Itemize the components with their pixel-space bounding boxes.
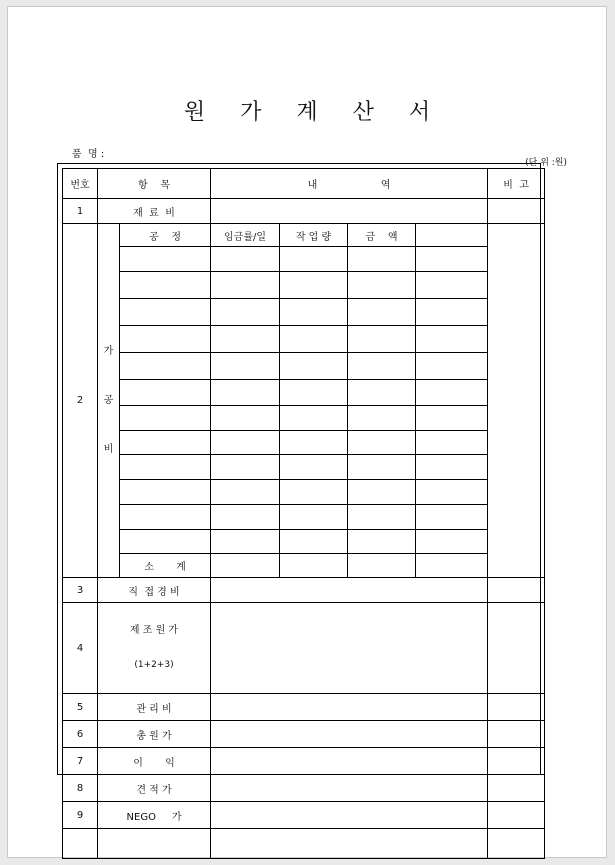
wage-cell[interactable] — [211, 480, 280, 505]
workload-cell[interactable] — [280, 431, 348, 455]
detail-cell[interactable] — [211, 802, 488, 829]
col-wage: 임금률/일 — [211, 224, 280, 247]
process-row — [63, 505, 545, 530]
process-cell[interactable] — [120, 299, 211, 326]
process-cell[interactable] — [120, 480, 211, 505]
amount-cell[interactable] — [348, 272, 416, 299]
header-no: 번호 — [63, 169, 98, 199]
process-row — [63, 272, 545, 299]
process-cell[interactable] — [120, 431, 211, 455]
header-item: 항 목 — [98, 169, 211, 199]
process-row — [63, 299, 545, 326]
remark-cell[interactable] — [488, 224, 545, 578]
extra-cell[interactable] — [416, 455, 488, 480]
unit-note: (단 위 :원) — [525, 158, 567, 168]
remark-cell[interactable] — [488, 829, 545, 859]
subtotal-row — [63, 554, 545, 578]
col-process: 공 정 — [120, 224, 211, 247]
header-remark: 비 고 — [488, 169, 545, 199]
subtotal-label: 소 계 — [120, 554, 211, 578]
row-no: 9 — [63, 802, 98, 829]
detail-cell[interactable] — [211, 721, 488, 748]
process-cell[interactable] — [120, 272, 211, 299]
amount-cell[interactable] — [348, 530, 416, 554]
table-row — [63, 578, 545, 603]
remark-cell[interactable] — [488, 802, 545, 829]
row-label: 제 조 원 가 (1+2+3) — [98, 603, 211, 694]
extra-cell[interactable] — [416, 505, 488, 530]
process-row — [63, 326, 545, 353]
remark-cell[interactable] — [488, 775, 545, 802]
extra-cell[interactable] — [416, 326, 488, 353]
extra-cell[interactable] — [416, 299, 488, 326]
wage-cell[interactable] — [211, 326, 280, 353]
detail-cell[interactable] — [211, 829, 488, 859]
wage-cell[interactable] — [211, 455, 280, 480]
detail-cell[interactable] — [211, 775, 488, 802]
process-cell[interactable] — [120, 505, 211, 530]
extra-cell[interactable] — [416, 380, 488, 406]
row-label: 총 원 가 — [98, 721, 211, 748]
amount-cell[interactable] — [348, 431, 416, 455]
process-cell[interactable] — [120, 353, 211, 380]
process-row — [63, 353, 545, 380]
row-label: 재 료 비 — [98, 199, 211, 224]
row-no: 6 — [63, 721, 98, 748]
amount-cell[interactable] — [348, 406, 416, 431]
workload-cell[interactable] — [280, 272, 348, 299]
extra-cell[interactable] — [416, 272, 488, 299]
remark-cell[interactable] — [488, 603, 545, 694]
process-cell[interactable] — [120, 406, 211, 431]
table-row — [63, 775, 545, 802]
amount-cell[interactable] — [348, 455, 416, 480]
wage-cell[interactable] — [211, 247, 280, 272]
extra-cell[interactable] — [416, 406, 488, 431]
detail-cell[interactable] — [211, 199, 488, 224]
row-no: 3 — [63, 578, 98, 603]
product-name-label: 품 명 : — [72, 149, 105, 160]
extra-cell[interactable] — [416, 353, 488, 380]
workload-cell[interactable] — [280, 326, 348, 353]
row-no: 4 — [63, 603, 98, 694]
workload-cell[interactable] — [280, 480, 348, 505]
row-no: 7 — [63, 748, 98, 775]
remark-cell[interactable] — [488, 721, 545, 748]
row-label: 견 적 가 — [98, 775, 211, 802]
wage-cell[interactable] — [211, 380, 280, 406]
amount-cell[interactable] — [348, 380, 416, 406]
col-amount: 금 액 — [348, 224, 416, 247]
wage-cell[interactable] — [211, 353, 280, 380]
row-no: 5 — [63, 694, 98, 721]
header-row — [63, 169, 545, 199]
workload-cell[interactable] — [280, 530, 348, 554]
wage-cell[interactable] — [211, 406, 280, 431]
amount-cell[interactable] — [348, 247, 416, 272]
table-row — [63, 199, 545, 224]
row-no: 8 — [63, 775, 98, 802]
header-detail: 내 역 — [211, 169, 488, 199]
amount-cell[interactable] — [348, 554, 416, 578]
amount-cell[interactable] — [348, 326, 416, 353]
remark-cell[interactable] — [488, 199, 545, 224]
process-cell[interactable] — [120, 380, 211, 406]
extra-cell[interactable] — [416, 431, 488, 455]
extra-cell[interactable] — [416, 554, 488, 578]
detail-cell[interactable] — [211, 694, 488, 721]
process-row — [63, 431, 545, 455]
process-row — [63, 380, 545, 406]
process-row — [63, 406, 545, 431]
cost-table — [62, 168, 545, 859]
row-label: 이 익 — [98, 748, 211, 775]
process-cell[interactable] — [120, 326, 211, 353]
wage-cell[interactable] — [211, 530, 280, 554]
processing-cost-label: 가 공 비 — [98, 224, 120, 578]
amount-cell[interactable] — [348, 299, 416, 326]
col-workload: 작 업 량 — [280, 224, 348, 247]
detail-cell[interactable] — [211, 578, 488, 603]
workload-cell[interactable] — [280, 353, 348, 380]
workload-cell[interactable] — [280, 505, 348, 530]
wage-cell[interactable] — [211, 554, 280, 578]
remark-cell[interactable] — [488, 694, 545, 721]
wage-cell[interactable] — [211, 431, 280, 455]
row-label: 직 접 경 비 — [98, 578, 211, 603]
workload-cell[interactable] — [280, 554, 348, 578]
table-row-blank — [63, 829, 545, 859]
amount-cell[interactable] — [348, 353, 416, 380]
process-cell[interactable] — [120, 530, 211, 554]
amount-cell[interactable] — [348, 505, 416, 530]
extra-cell[interactable] — [416, 530, 488, 554]
process-row — [63, 455, 545, 480]
table-row — [63, 603, 545, 694]
workload-cell[interactable] — [280, 406, 348, 431]
row-label: NEGO 가 — [98, 802, 211, 829]
table-row — [63, 748, 545, 775]
workload-cell[interactable] — [280, 299, 348, 326]
wage-cell[interactable] — [211, 505, 280, 530]
workload-cell[interactable] — [280, 380, 348, 406]
remark-cell[interactable] — [488, 578, 545, 603]
process-row — [63, 480, 545, 505]
process-cell[interactable] — [120, 455, 211, 480]
amount-cell[interactable] — [348, 480, 416, 505]
document-title: 원 가 계 산 서 — [183, 100, 445, 125]
detail-cell[interactable] — [211, 748, 488, 775]
table-row — [63, 802, 545, 829]
row-label: 관 리 비 — [98, 694, 211, 721]
process-cell[interactable] — [120, 247, 211, 272]
table-row — [63, 721, 545, 748]
workload-cell[interactable] — [280, 247, 348, 272]
row-label[interactable] — [98, 829, 211, 859]
table-row — [63, 694, 545, 721]
remark-cell[interactable] — [488, 748, 545, 775]
row-no: 1 — [63, 199, 98, 224]
process-row — [63, 247, 545, 272]
extra-cell[interactable] — [416, 247, 488, 272]
extra-cell[interactable] — [416, 480, 488, 505]
row-no — [63, 829, 98, 859]
processing-header-row — [63, 224, 545, 247]
detail-cell[interactable] — [211, 603, 488, 694]
wage-cell[interactable] — [211, 272, 280, 299]
process-row — [63, 530, 545, 554]
col-blank — [416, 224, 488, 247]
row-no: 2 — [63, 224, 98, 578]
workload-cell[interactable] — [280, 455, 348, 480]
wage-cell[interactable] — [211, 299, 280, 326]
